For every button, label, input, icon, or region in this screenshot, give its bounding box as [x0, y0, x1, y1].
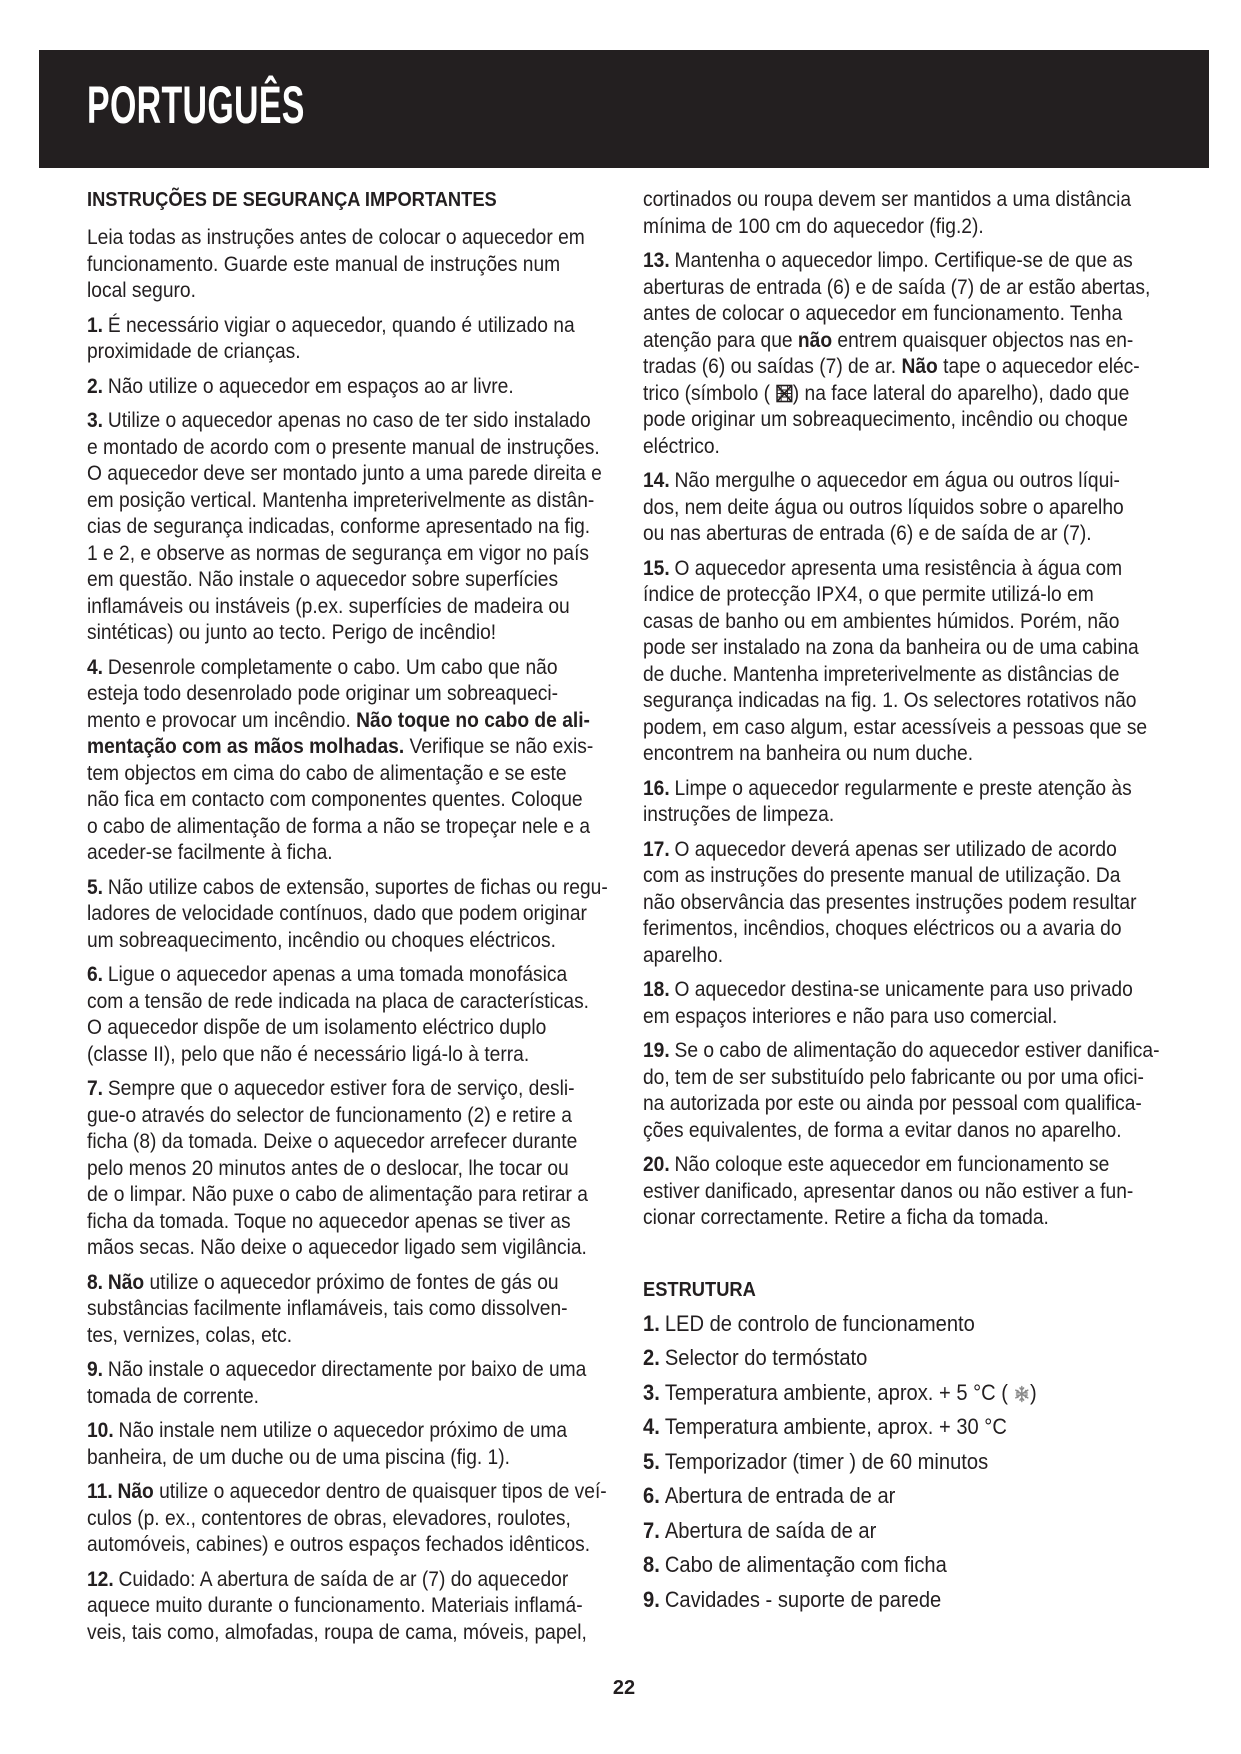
item-number: 8. — [643, 1552, 660, 1577]
item-text: Não instale nem utilize o aquecedor próximo de uma banheira, de um duche ou de uma piscina (fig. 1). — [87, 1419, 568, 1469]
item-number: 1. — [643, 1310, 660, 1336]
item-number: 3. — [643, 1379, 660, 1405]
item-number: 2. — [643, 1345, 660, 1370]
item-warning-bold: Não — [107, 1270, 145, 1294]
item-number: 2. — [87, 374, 104, 398]
item-number: 4. — [87, 655, 104, 679]
item-text: Não utilize o aquecedor em espaços ao ar livre. — [107, 374, 514, 398]
do-not-cover-icon — [775, 384, 792, 403]
item-number: 1. — [87, 313, 104, 337]
item-text-continued-2: tape o aquecedor eléc- trico (símbolo ( — [643, 355, 1140, 405]
safety-heading: INSTRUÇÕES DE SEGURANÇA IMPORTANTES — [87, 189, 497, 211]
item-number: 9. — [643, 1586, 660, 1612]
item-number: 5. — [87, 875, 104, 899]
item-text: O aquecedor deverá apenas ser utilizado de acordo com as instruções do presente manual de utilização. Da não observância das presentes instruções podem resultar ferimentos, incêndios, choques eléctricos ou a avaria do aparelho. — [643, 837, 1137, 967]
item-warning-bold: Não toque no cabo de ali- mentação com as mãos molhadas. — [87, 708, 590, 758]
item-number: 6. — [643, 1483, 660, 1508]
item-text: Não coloque este aquecedor em funcionamento se estiver danificado, apresentar danos ou não estiver a fun- cionar correctamente. Retire a ficha da tomada. — [643, 1153, 1134, 1229]
item-text: O aquecedor destina-se unicamente para uso privado em espaços interiores e não para uso comercial. — [643, 978, 1133, 1028]
structure-item-3 — [643, 1380, 1158, 1407]
item-text: Não mergulhe o aquecedor em água ou outros líqui- dos, nem deite água ou outros líquidos sobre o aparelho ou nas aberturas de entrada (6) e de saída de ar (7). — [643, 469, 1124, 545]
item-number: 17. — [643, 837, 670, 861]
item-text: É necessário vigiar o aquecedor, quando é utilizado na proximidade de crianças. — [87, 313, 575, 363]
structure-item-2 — [643, 1345, 1158, 1372]
item-number: 9. — [87, 1358, 104, 1381]
item-text: Desenrole completamente o cabo. Um cabo que não esteja todo desenrolado pode originar um sobreaqueci- mento e provocar um incêndio. — [87, 655, 559, 732]
item-number: 18. — [643, 978, 670, 1001]
safety-item-19 — [643, 1038, 1158, 1144]
item-number: 3. — [87, 409, 104, 432]
item-number: 14. — [643, 469, 670, 492]
safety-item-17 — [643, 837, 1158, 970]
page-number: 22 — [612, 1677, 636, 1699]
item-number: 10. — [87, 1419, 114, 1442]
item-text: LED de controlo de funcionamento — [664, 1310, 975, 1336]
safety-item-15 — [643, 556, 1158, 768]
structure-item-5 — [643, 1449, 1158, 1476]
item-text: Selector do termóstato — [664, 1345, 868, 1370]
item-text: Cabo de alimentação com ficha — [664, 1552, 947, 1577]
item-number: 8. — [87, 1270, 104, 1294]
item-number: 7. — [87, 1077, 104, 1100]
structure-item-4 — [643, 1414, 1158, 1441]
item-number: 11. — [87, 1480, 113, 1503]
item-text: Limpe o aquecedor regularmente e preste atenção às instruções de limpeza. — [643, 776, 1132, 826]
item-text-continued: cortinados ou roupa devem ser mantidos a uma distância mínima de 100 cm do aquecedor (fig.2). — [643, 188, 1132, 238]
item-text-continued: Verifique se não exis- tem objectos em cima do cabo de alimentação e se este não fica em contacto com componentes quentes. Coloque o cabo de alimentação de forma a não se tropeçar nele e a aceder-se facilmente à ficha. — [87, 735, 594, 864]
item-text: Sempre que o aquecedor estiver fora de serviço, desli- gue-o através do selector de funcionamento (2) e retire a ficha (8) da tomada. Deixe o aquecedor arrefecer durante pelo menos 20 minutos antes de o deslocar, lhe tocar ou de o limpar. Não puxe o cabo de alimentação para retirar a ficha da tomada. Toque no aquecedor apenas se tiver as mãos secas. Não deixe o aquecedor ligado sem vigilância. — [87, 1077, 588, 1259]
item-warning-bold: não — [797, 328, 833, 352]
item-text: utilize o aquecedor dentro de quaisquer tipos de veí- culos (p. ex., contentores de obras, elevadores, roulotes, automóveis, cabines) e outros espaços fechados idênticos. — [87, 1480, 607, 1556]
item-text-continued-3: ) na face lateral do aparelho), dado que pode originar um sobreaquecimento, incêndio ou choque eléctrico. — [643, 381, 1130, 458]
item-text-suffix: ) — [1030, 1379, 1037, 1405]
language-header-bar — [39, 50, 1209, 168]
item-text: Abertura de entrada de ar — [664, 1483, 896, 1508]
item-number: 19. — [643, 1039, 670, 1062]
safety-item-2 — [87, 374, 602, 401]
item-number: 15. — [643, 556, 670, 580]
item-text: Temporizador (timer ) de 60 minutos — [664, 1448, 989, 1474]
safety-item-13 — [643, 248, 1158, 460]
safety-item-4 — [87, 655, 602, 867]
structure-item-8 — [643, 1552, 1158, 1579]
item-number: 16. — [643, 776, 670, 800]
item-text: Utilize o aquecedor apenas no caso de ter sido instalado e montado de acordo com o presente manual de instruções. O aquecedor deve ser montado junto a uma parede direita e em posição vertical. Mantenha impreterivelmente as distân- cias de segurança indicadas, conforme apresentado na fig. 1 e 2, e observe as normas de segurança em vigor no país em questão. Não instale o aquecedor sobre superfícies inflamáveis ou instáveis (p.ex. superfícies de madeira ou sintéticas) ou junto ao tecto. Perigo de incêndio! — [87, 409, 602, 644]
safety-intro — [87, 225, 602, 305]
structure-heading: ESTRUTURA — [643, 1278, 756, 1301]
item-text: utilize o aquecedor próximo de fontes de gás ou substâncias facilmente inflamáveis, tais como dissolven- tes, vernizes, colas, etc. — [87, 1270, 568, 1347]
safety-item-7 — [87, 1076, 602, 1262]
item-text: Ligue o aquecedor apenas a uma tomada monofásica com a tensão de rede indicada na placa de características. O aquecedor dispõe de um isolamento eléctrico duplo (classe II), pelo que não é necessário ligá-lo à terra. — [87, 963, 590, 1066]
item-number: 5. — [643, 1448, 660, 1474]
item-number: 12. — [87, 1567, 114, 1591]
right-column — [643, 187, 1158, 1621]
item-text: Cavidades - suporte de parede — [664, 1586, 942, 1612]
item-text: Temperatura ambiente, aprox. + 30 °C — [664, 1414, 1007, 1439]
structure-item-9 — [643, 1587, 1158, 1614]
safety-item-8 — [87, 1270, 602, 1350]
item-text: Mantenha o aquecedor limpo. Certifique-se de que as aberturas de entrada (6) e de saída (7) de ar estão abertas, antes de colocar o aquecedor em funcionamento. Tenha atenção para que — [643, 249, 1151, 352]
item-number: 13. — [643, 249, 670, 272]
language-title: PORTUGUÊS — [87, 76, 305, 135]
item-warning-bold: Não — [117, 1480, 154, 1503]
item-text-continued: entrem quaisquer objectos nas en- tradas (6) ou saídas (7) de ar. — [643, 328, 1134, 378]
item-number: 7. — [643, 1517, 660, 1543]
item-text: Não utilize cabos de extensão, suportes de fichas ou regu- ladores de velocidade contínuos, dado que podem originar um sobreaquecimento, incêndio ou choques eléctricos. — [87, 875, 608, 952]
safety-item-3 — [87, 408, 602, 647]
snowflake-icon — [1014, 1385, 1030, 1403]
intro-text: Leia todas as instruções antes de colocar o aquecedor em funcionamento. Guarde este manual de instruções num local seguro. — [87, 226, 585, 302]
structure-item-1 — [643, 1311, 1158, 1338]
safety-item-14 — [643, 468, 1158, 548]
safety-item-18 — [643, 977, 1158, 1030]
item-warning-bold-2: Não — [901, 355, 938, 378]
structure-item-6 — [643, 1483, 1158, 1510]
item-text: Se o cabo de alimentação do aquecedor estiver danifica- do, tem de ser substituído pelo fabricante ou por uma ofici- na autorizada por este ou ainda por pessoal com qualifica- ções equivalentes, de forma a evitar danos no aparelho. — [643, 1039, 1160, 1142]
safety-item-9 — [87, 1357, 602, 1410]
item-text: O aquecedor apresenta uma resistência à água com índice de protecção IPX4, o que permite utilizá-lo em casas de banho ou em ambientes húmidos. Porém, não pode ser instalado na zona da banheira ou de uma cabina de duche. Mantenha impreterivelmente as distâncias de segurança indicadas na fig. 1. Os selectores rotativos não podem, em caso algum, estar acessíveis a pessoas que se encontrem na banheira ou num duche. — [643, 556, 1148, 765]
left-column — [87, 187, 608, 1654]
safety-item-12-continued — [643, 187, 1158, 240]
safety-item-12 — [87, 1567, 602, 1647]
safety-item-16 — [643, 776, 1158, 829]
item-number: 4. — [643, 1414, 660, 1439]
item-text: Temperatura ambiente, aprox. + 5 °C ( — [664, 1379, 1014, 1405]
safety-item-11 — [87, 1479, 607, 1559]
item-number: 20. — [643, 1153, 670, 1176]
item-text: Cuidado: A abertura de saída de ar (7) do aquecedor aquece muito durante o funcionamento. Materiais inflamá- veis, tais como, almofadas, roupa de cama, móveis, papel, — [87, 1567, 587, 1644]
safety-item-10 — [87, 1418, 602, 1471]
safety-item-20 — [643, 1152, 1158, 1232]
item-text: Não instale o aquecedor directamente por baixo de uma tomada de corrente. — [87, 1358, 587, 1408]
safety-item-1 — [87, 313, 602, 366]
safety-item-6 — [87, 962, 602, 1068]
item-number: 6. — [87, 963, 104, 986]
safety-item-5 — [87, 875, 608, 955]
structure-item-7 — [643, 1518, 1158, 1545]
item-text: Abertura de saída de ar — [664, 1517, 877, 1543]
